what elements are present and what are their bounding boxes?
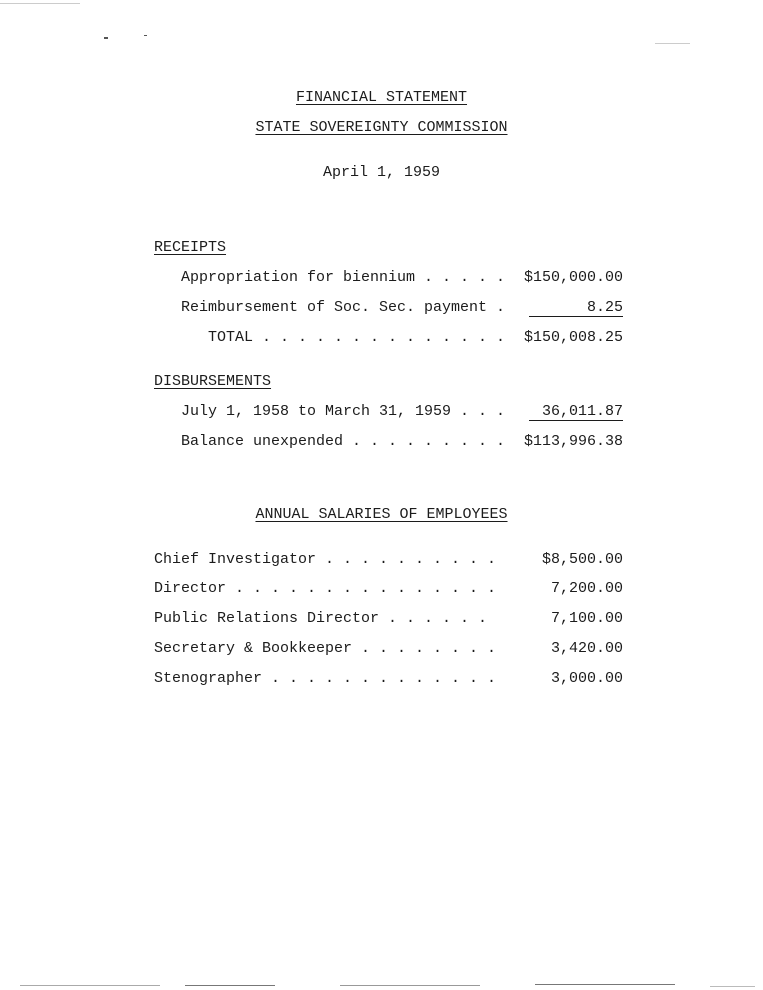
receipt-label-appropriation: Appropriation for biennium . . . . .: [181, 269, 506, 286]
disbursements-heading: DISBURSEMENTS: [154, 373, 272, 390]
statement-date: April 1, 1959: [322, 164, 441, 181]
balance-label: Balance unexpended . . . . . . . . .: [181, 433, 506, 450]
scan-edge-mark: [0, 3, 80, 4]
disbursement-period-label: July 1, 1958 to March 31, 1959 . . .: [181, 403, 506, 420]
disbursement-period-amount: 36,011.87: [529, 403, 623, 421]
salary-amount-secretary-bookkeeper: 3,420.00: [550, 640, 623, 657]
document-title: FINANCIAL STATEMENT: [295, 89, 468, 106]
salary-label-stenographer: Stenographer . . . . . . . . . . . . .: [154, 670, 497, 687]
scan-edge-mark: [20, 985, 160, 986]
salary-label-director: Director . . . . . . . . . . . . . . .: [154, 580, 497, 597]
scan-edge-mark: [185, 985, 275, 986]
receipt-label-reimbursement: Reimbursement of Soc. Sec. payment .: [181, 299, 506, 316]
receipt-amount-appropriation: $150,000.00: [523, 269, 623, 286]
salary-label-secretary-bookkeeper: Secretary & Bookkeeper . . . . . . . .: [154, 640, 497, 657]
scan-edge-mark: [655, 43, 690, 44]
scan-speck: [104, 37, 108, 39]
salary-label-chief-investigator: Chief Investigator . . . . . . . . . .: [154, 551, 497, 568]
salary-amount-public-relations-director: 7,100.00: [550, 610, 623, 627]
balance-amount: $113,996.38: [523, 433, 623, 450]
receipts-total-label: TOTAL . . . . . . . . . . . . . .: [208, 329, 506, 346]
scan-speck: [144, 35, 147, 36]
salary-amount-stenographer: 3,000.00: [550, 670, 623, 687]
salary-amount-director: 7,200.00: [550, 580, 623, 597]
organization-name: STATE SOVEREIGNTY COMMISSION: [255, 119, 508, 136]
receipt-amount-reimbursement: 8.25: [529, 299, 623, 317]
scan-edge-mark: [340, 985, 480, 986]
salaries-heading: ANNUAL SALARIES OF EMPLOYEES: [255, 506, 508, 523]
salary-amount-chief-investigator: $8,500.00: [541, 551, 623, 568]
scan-edge-mark: [535, 984, 675, 985]
receipts-heading: RECEIPTS: [154, 239, 227, 256]
receipts-total-amount: $150,008.25: [523, 329, 623, 346]
scan-edge-mark: [710, 986, 755, 987]
salary-label-public-relations-director: Public Relations Director . . . . . .: [154, 610, 488, 627]
